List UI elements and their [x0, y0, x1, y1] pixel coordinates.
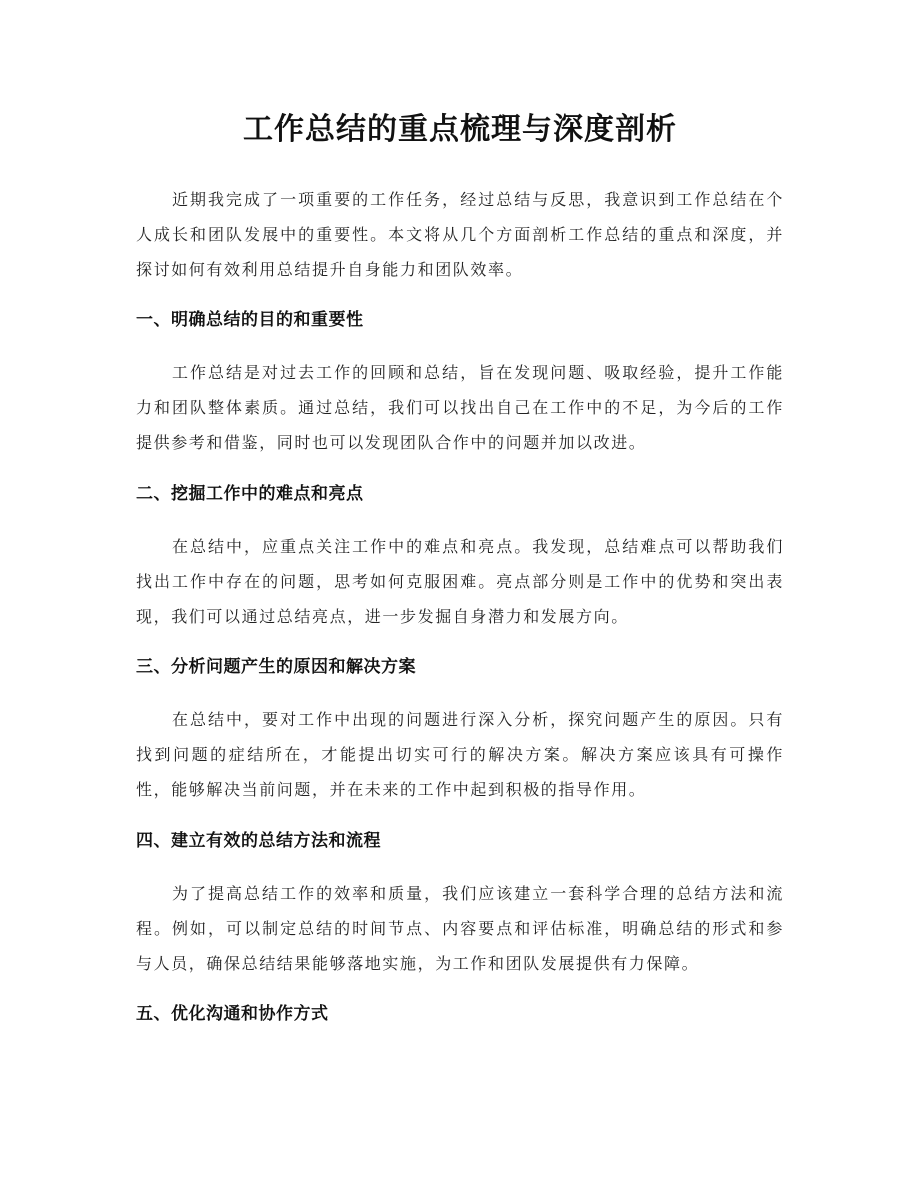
- section-paragraph-2: 在总结中，应重点关注工作中的难点和亮点。我发现，总结难点可以帮助我们找出工作中存在的问题，思考如何克服困难。亮点部分则是工作中的优势和突出表现，我们可以通过总结亮点，进一步发掘自身潜力和发展方向。: [136, 537, 784, 626]
- section-paragraph-1: 工作总结是对过去工作的回顾和总结，旨在发现问题、吸取经验，提升工作能力和团队整体素质。通过总结，我们可以找出自己在工作中的不足，为今后的工作提供参考和借鉴，同时也可以发现团队合作中的问题并加以改进。: [136, 363, 784, 452]
- section-paragraph-3: 在总结中，要对工作中出现的问题进行深入分析，探究问题产生的原因。只有找到问题的症结所在，才能提出切实可行的解决方案。解决方案应该具有可操作性，能够解决当前问题，并在未来的工作中起到积极的指导作用。: [136, 710, 784, 799]
- section-heading-4: 四、建立有效的总结方法和流程: [136, 831, 381, 851]
- section-heading-3: 三、分析问题产生的原因和解决方案: [136, 657, 416, 677]
- section-heading-2: 二、挖掘工作中的难点和亮点: [136, 484, 364, 504]
- intro-paragraph: 近期我完成了一项重要的工作任务，经过总结与反思，我意识到工作总结在个人成长和团队发展中的重要性。本文将从几个方面剖析工作总结的重点和深度，并探讨如何有效利用总结提升自身能力和团队效率。: [136, 190, 784, 279]
- section-heading-5: 五、优化沟通和协作方式: [136, 1004, 329, 1024]
- section-heading-1: 一、明确总结的目的和重要性: [136, 310, 364, 330]
- section-paragraph-4: 为了提高总结工作的效率和质量，我们应该建立一套科学合理的总结方法和流程。例如，可以制定总结的时间节点、内容要点和评估标准，明确总结的形式和参与人员，确保总结结果能够落地实施，为工作和团队发展提供有力保障。: [136, 884, 784, 973]
- document-title: 工作总结的重点梳理与深度剖析: [243, 112, 677, 147]
